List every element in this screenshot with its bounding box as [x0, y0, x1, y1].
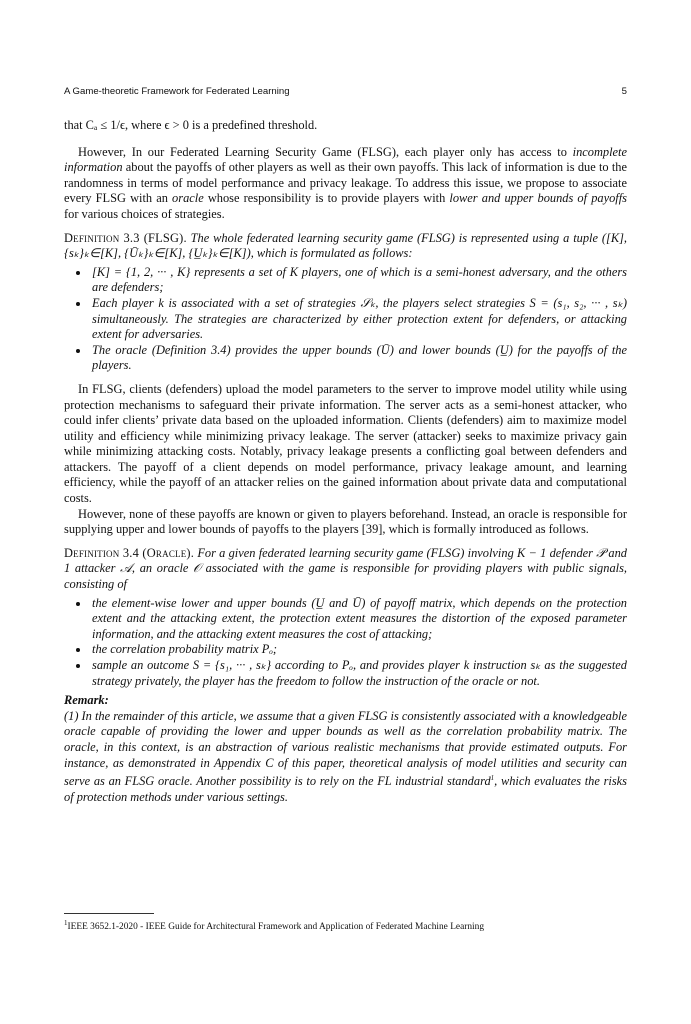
- running-title: A Game-theoretic Framework for Federated Learning: [64, 86, 290, 97]
- paragraph-flsg-clients: In FLSG, clients (defenders) upload the model parameters to the server to improve model utility while using protection mechanisms to safeguard their private information. The server acts as a semi-honest attacker, who could infer clients’ private data based on the uploaded information. Clients (defenders) aim to maximize model utility and efficiency while minimizing privacy leakage. The server (attacker) seeks to maximize privacy gain while minimizing attacking costs. Notably, privacy leakage presents a conflicting goal between defenders and attackers. The payoff of a client depends on model performance, privacy leakage amount, and learning efficiency, while the payoff of an attacker relies on the gained information about private data and computational costs.: [64, 381, 627, 506]
- para1-text-d: for various choices of strategies.: [64, 206, 225, 221]
- list-item: • the correlation probability matrix Pₒ;: [90, 642, 627, 658]
- list-item: • [K] = {1, 2, ··· , K} represents a set of K players, one of which is a semi-honest adversary, and the others are defenders;: [90, 265, 627, 296]
- list-item: • The oracle (Definition 3.4) provides the upper bounds (Ū) and lower bounds (U̲) for the payoffs of the players.: [90, 343, 627, 374]
- para1-text-a: However, In our Federated Learning Security Game (FLSG), each player only has access to: [78, 144, 573, 159]
- paragraph-flsg-intro: [64, 145, 627, 223]
- definition-3-3-list: [64, 265, 627, 374]
- remark-text-main: (1) In the remainder of this article, we assume that a given FLSG is consistently associated with a knowledgeable oracle capable of providing the lower and upper bounds as well as the correlation probability matrix. The oracle, in this context, is an abstraction of various realistic mechanisms that provide estimated outputs. For instance, as demonstrated in Appendix C of this paper, theoretical analysis of model utilities and security can serve as an FLSG oracle. Another possibility is to rely on the FL industrial standard: [64, 708, 627, 789]
- definition-3-3-label: Definition 3.3 (FLSG).: [64, 230, 187, 245]
- main-text: [64, 118, 627, 805]
- definition-3-3: [64, 231, 627, 262]
- definition-3-3-text: The whole federated learning security game (FLSG) is represented using a tuple ([K], {sₖ}ₖ∈[K], {Ūₖ}ₖ∈[K], {U̲ₖ}ₖ∈[K]), which is formulated as follows:: [64, 230, 627, 261]
- para1-emphasis-1: incomplete information: [64, 144, 627, 175]
- para1-emphasis-2: oracle: [172, 191, 204, 206]
- footnote-mark: 1: [64, 919, 68, 927]
- definition-3-4: [64, 546, 627, 593]
- footnote-text: IEEE 3652.1-2020 - IEEE Guide for Architectural Framework and Application of Federated Machine Learning: [67, 922, 485, 933]
- page-number: 5: [621, 86, 627, 97]
- opening-line: that Cₐ ≤ 1/ϵ, where ϵ > 0 is a predefined threshold.: [64, 118, 318, 132]
- definition-3-4-list: [64, 596, 627, 690]
- para1-text-c: whose responsibility is to provide players with: [203, 191, 450, 206]
- definition-3-4-label: Definition 3.4 (Oracle).: [64, 545, 195, 560]
- footnote-reference[interactable]: 1: [490, 774, 495, 783]
- para1-emphasis-3: lower and upper bounds of payoffs: [449, 191, 627, 206]
- footnote-divider: [64, 913, 154, 914]
- definition-3-4-text: For a given federated learning security game (FLSG) involving K − 1 defender 𝒫 and 1 attacker 𝒜, an oracle 𝒪 associated with the game is responsible for providing players with public signals, consisting of: [64, 545, 627, 592]
- running-header: [64, 86, 627, 97]
- remark-text-end: , which evaluates the risks of protection methods under various settings.: [64, 774, 627, 804]
- remark-title: Remark:: [64, 693, 109, 708]
- list-item: • sample an outcome S = {s₁, ··· , sₖ} according to Pₒ, and provides player k instruction sₖ as the suggested strategy privately, the player has the freedom to follow the instruction of the oracle or not.: [90, 658, 627, 689]
- para1-text-b: about the payoffs of other players as well as their own payoffs. This lack of information is due to the randomness in terms of model performance and privacy leakage. To address this issue, we propose to associate every FLSG with an: [64, 160, 627, 206]
- list-item: • the element-wise lower and upper bounds (U̲ and Ū) of payoff matrix, which depends on the protection extent and the attacking extent, the protection extent measures the distortion of the exposed parameter information, and the attacking extent measures the cost of attacking;: [90, 596, 627, 643]
- remark-text: [64, 709, 627, 806]
- footnote: [64, 919, 627, 932]
- paragraph-oracle-intro: However, none of these payoffs are known or given to players beforehand. Instead, an oracle is responsible for supplying upper and lower bounds of payoffs to the players [39], which is formally introduced as follows.: [64, 506, 627, 537]
- list-item: • Each player k is associated with a set of strategies 𝒮ₖ, the players select strategies S = (s₁, s₂, ··· , sₖ) simultaneously. The strategies are characterized by either protection extent for defenders, or attacking extent for adversaries.: [90, 296, 627, 343]
